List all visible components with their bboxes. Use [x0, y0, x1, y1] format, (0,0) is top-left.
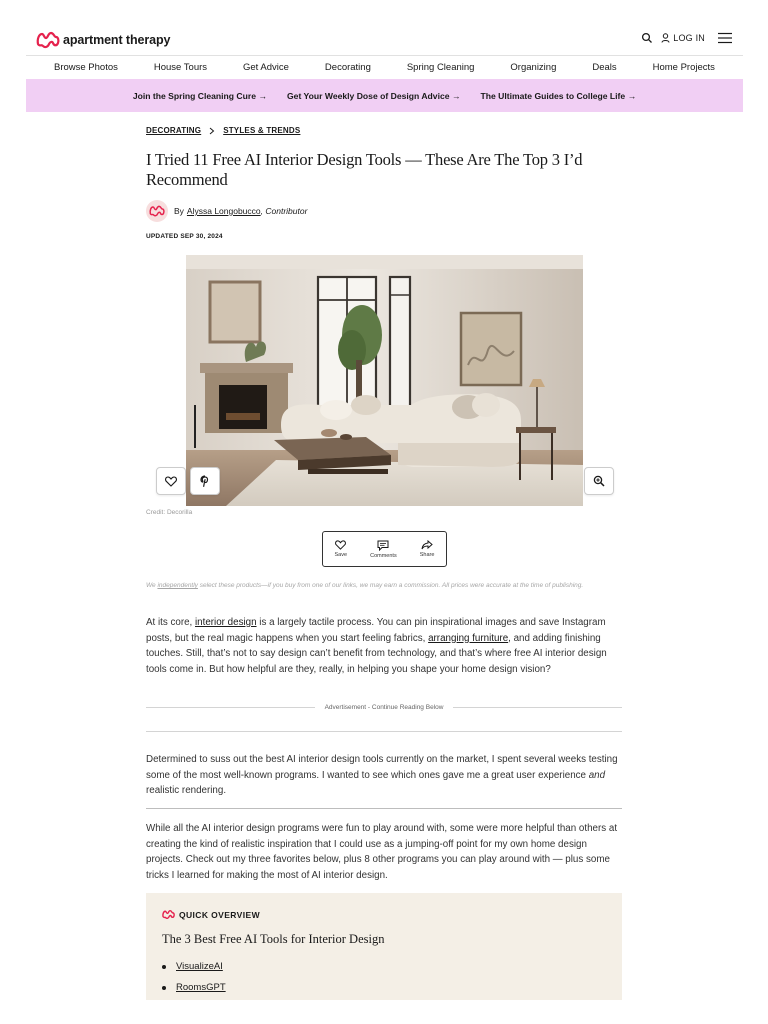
site-header	[26, 0, 743, 56]
login-label: LOG IN	[673, 33, 705, 43]
author-role: , Contributor	[260, 206, 308, 216]
link-roomsgpt[interactable]: RoomsGPT	[176, 982, 226, 993]
paragraph-intro	[146, 615, 622, 677]
heart-icon	[335, 540, 346, 550]
promo-link-spring-cleaning[interactable]: Join the Spring Cleaning Cure →	[132, 90, 267, 101]
logo-text: apartment therapy	[63, 33, 171, 47]
pinterest-button[interactable]	[190, 467, 220, 495]
updated-date: UPDATED SEP 30, 2024	[146, 233, 223, 240]
promo-bar	[26, 79, 743, 112]
byline	[146, 200, 307, 222]
logo-mark-icon	[149, 204, 165, 218]
save-label: Save	[334, 552, 348, 558]
section-divider	[146, 731, 622, 732]
nav-item-get-advice[interactable]: Get Advice	[243, 61, 289, 73]
advertisement-divider	[146, 701, 622, 713]
hero-image	[186, 255, 583, 506]
comment-icon	[377, 540, 389, 551]
quick-overview-list	[162, 956, 226, 998]
link-arranging-furniture[interactable]: arranging furniture	[428, 632, 509, 644]
author-link[interactable]: Alyssa Longobucco	[186, 206, 261, 216]
nav-item-house-tours[interactable]: House Tours	[153, 61, 208, 73]
divider-line	[453, 707, 622, 708]
section-divider	[146, 808, 622, 809]
disclaimer-text-pre: We	[146, 582, 158, 589]
list-item	[162, 977, 226, 998]
promo-link-college-life[interactable]: The Ultimate Guides to College Life →	[480, 90, 637, 101]
quick-overview-title: The 3 Best Free AI Tools for Interior Design	[162, 932, 385, 946]
article-title: I Tried 11 Free AI Interior Design Tools — These Are The Top 3 I’d Recommend	[146, 150, 583, 189]
share-action[interactable]	[420, 540, 435, 558]
nav-item-home-projects[interactable]: Home Projects	[652, 61, 715, 73]
search-icon[interactable]	[641, 32, 653, 44]
page	[26, 0, 743, 1024]
paragraph-testing	[146, 752, 622, 799]
disclaimer-text-post: select these products—if you buy from one of our links, we may earn a commission. All prices were accurate at the time of publishing.	[197, 582, 584, 589]
nav-item-decorating[interactable]: Decorating	[324, 61, 371, 73]
quick-overview-header	[162, 909, 260, 920]
pinterest-icon	[200, 475, 210, 488]
logo-mark-icon	[162, 909, 175, 920]
link-interior-design[interactable]: interior design	[195, 617, 257, 628]
p1-text-a: At its core,	[146, 617, 195, 628]
breadcrumb	[146, 126, 300, 135]
zoom-image-button[interactable]	[584, 467, 614, 495]
comments-action[interactable]	[370, 540, 397, 559]
comments-label: Comments	[370, 552, 397, 559]
share-toolbar	[322, 531, 447, 567]
quick-overview-box	[146, 893, 622, 1000]
p2-text-b: realistic rendering.	[146, 785, 227, 796]
share-arrow-icon	[421, 540, 433, 550]
p1-text-b: is a largely tactile process. You can pin inspirational images and save Instagram posts, but the real magic happens when you start feeling fabrics,	[146, 617, 606, 644]
paragraph-favorites: While all the AI interior design programs were fun to play around with, some were more helpful than others at creating the kind of realistic inspiration that I could use as a jumping-off point for my own home design projects. Check out my three favorites below, plus 8 other programs you can play around with — plus some tricks I learned for making the most of AI interior design.	[146, 823, 618, 881]
share-label: Share	[419, 552, 435, 558]
login-button[interactable]	[661, 33, 705, 43]
disclaimer-link-independently[interactable]: independently	[157, 582, 198, 589]
breadcrumb-styles-trends[interactable]: STYLES & TRENDS	[223, 126, 301, 135]
byline-prefix: By	[174, 206, 184, 216]
p2-text-a: Determined to suss out the best AI interior design tools currently on the market, I spent several weeks testing some of the most well-known programs. I wanted to see which ones gave me a great user experience	[146, 754, 618, 781]
image-credit: Credit: Decorilla	[146, 509, 193, 516]
bullet	[162, 965, 166, 969]
affiliate-disclaimer	[146, 581, 622, 591]
header-actions	[641, 32, 733, 44]
promo-link-design-advice[interactable]: Get Your Weekly Dose of Design Advice →	[286, 90, 461, 101]
bullet	[162, 986, 166, 990]
p2-emphasis: and	[588, 769, 606, 781]
link-visualizeai[interactable]: VisualizeAI	[176, 961, 223, 972]
breadcrumb-decorating[interactable]: DECORATING	[146, 126, 202, 135]
nav-item-deals[interactable]: Deals	[592, 61, 617, 73]
list-item	[162, 956, 226, 977]
advertisement-label: Advertisement - Continue Reading Below	[324, 703, 444, 711]
chevron-right-icon	[209, 127, 215, 135]
user-icon	[661, 33, 670, 43]
living-room-illustration	[186, 255, 583, 506]
nav-item-spring-cleaning[interactable]: Spring Cleaning	[406, 61, 475, 73]
zoom-in-icon	[593, 475, 605, 487]
logo-mark-icon	[36, 30, 60, 50]
site-logo[interactable]	[36, 29, 170, 51]
quick-overview-label: QUICK OVERVIEW	[179, 909, 261, 920]
author-avatar[interactable]	[146, 200, 168, 222]
hamburger-menu-icon[interactable]	[717, 32, 733, 44]
heart-icon	[165, 476, 177, 487]
nav-item-organizing[interactable]: Organizing	[510, 61, 557, 73]
primary-nav	[26, 56, 743, 78]
p1-text-c: , and adding finishing touches. Still, that’s not to say design can’t benefit from technology, and that’s where free AI interior design tools come in. But how helpful are they, really, in helping you shape your home design vision?	[146, 632, 607, 675]
save-action[interactable]	[335, 540, 348, 558]
save-image-button[interactable]	[156, 467, 186, 495]
nav-item-browse-photos[interactable]: Browse Photos	[53, 61, 118, 73]
divider-line	[146, 707, 315, 708]
